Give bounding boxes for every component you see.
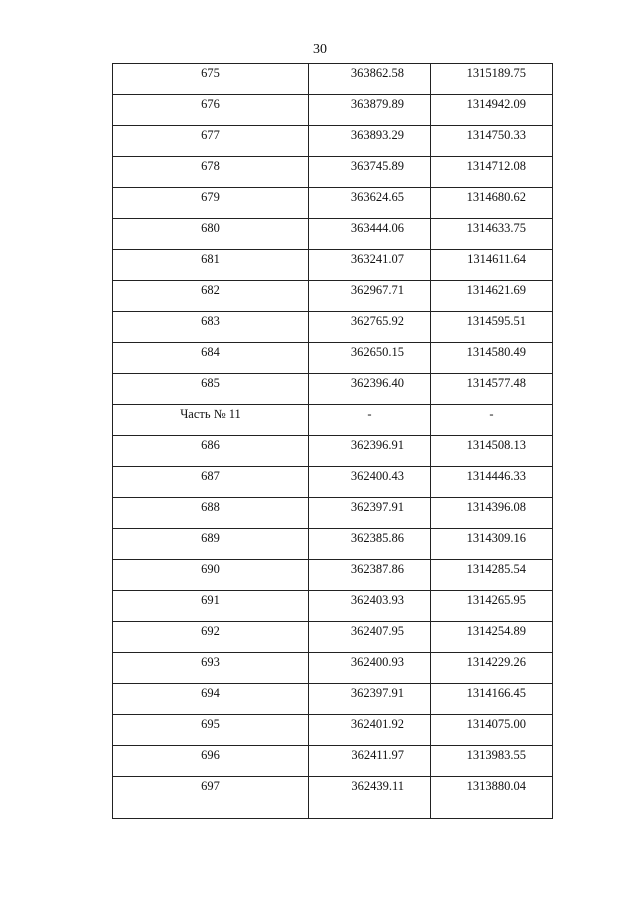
table-row <box>113 715 553 746</box>
table-row <box>113 498 553 529</box>
point-number-cell: 696 <box>113 746 309 777</box>
x-coordinate-cell: - <box>309 405 431 436</box>
y-coordinate-cell: 1314611.64 <box>431 250 553 281</box>
point-number-cell: 677 <box>113 126 309 157</box>
x-coordinate-cell: 362385.86 <box>309 529 431 560</box>
y-coordinate-cell: 1314942.09 <box>431 95 553 126</box>
table-row <box>113 312 553 343</box>
point-number-cell: 678 <box>113 157 309 188</box>
point-number-cell: 682 <box>113 281 309 312</box>
table-row <box>113 64 553 95</box>
x-coordinate-cell: 362439.11 <box>309 777 431 819</box>
point-number-cell: 684 <box>113 343 309 374</box>
table-row <box>113 622 553 653</box>
point-number-cell: 688 <box>113 498 309 529</box>
table-row <box>113 374 553 405</box>
y-coordinate-cell: 1314621.69 <box>431 281 553 312</box>
y-coordinate-cell: 1314750.33 <box>431 126 553 157</box>
x-coordinate-cell: 362397.91 <box>309 684 431 715</box>
x-coordinate-cell: 362967.71 <box>309 281 431 312</box>
point-number-cell: 686 <box>113 436 309 467</box>
table-row <box>113 529 553 560</box>
y-coordinate-cell: 1314680.62 <box>431 188 553 219</box>
table-row <box>113 405 553 436</box>
point-number-cell: 687 <box>113 467 309 498</box>
x-coordinate-cell: 363444.06 <box>309 219 431 250</box>
x-coordinate-cell: 362396.40 <box>309 374 431 405</box>
x-coordinate-cell: 363745.89 <box>309 157 431 188</box>
y-coordinate-cell: 1314712.08 <box>431 157 553 188</box>
x-coordinate-cell: 362411.97 <box>309 746 431 777</box>
y-coordinate-cell: - <box>431 405 553 436</box>
table-row <box>113 343 553 374</box>
point-number-cell: 676 <box>113 95 309 126</box>
table-row <box>113 281 553 312</box>
point-number-cell: 690 <box>113 560 309 591</box>
x-coordinate-cell: 363241.07 <box>309 250 431 281</box>
y-coordinate-cell: 1313880.04 <box>431 777 553 819</box>
table-row <box>113 746 553 777</box>
point-number-cell: 675 <box>113 64 309 95</box>
table-row <box>113 250 553 281</box>
point-number-cell: 680 <box>113 219 309 250</box>
x-coordinate-cell: 362407.95 <box>309 622 431 653</box>
y-coordinate-cell: 1314508.13 <box>431 436 553 467</box>
y-coordinate-cell: 1314595.51 <box>431 312 553 343</box>
table-row <box>113 591 553 622</box>
y-coordinate-cell: 1314580.49 <box>431 343 553 374</box>
x-coordinate-cell: 363879.89 <box>309 95 431 126</box>
x-coordinate-cell: 362650.15 <box>309 343 431 374</box>
x-coordinate-cell: 363624.65 <box>309 188 431 219</box>
point-number-cell: 679 <box>113 188 309 219</box>
point-number-cell: 689 <box>113 529 309 560</box>
x-coordinate-cell: 362387.86 <box>309 560 431 591</box>
point-number-cell: 692 <box>113 622 309 653</box>
x-coordinate-cell: 363862.58 <box>309 64 431 95</box>
y-coordinate-cell: 1313983.55 <box>431 746 553 777</box>
table-row <box>113 436 553 467</box>
coordinates-table-body <box>113 64 553 819</box>
y-coordinate-cell: 1314229.26 <box>431 653 553 684</box>
y-coordinate-cell: 1314577.48 <box>431 374 553 405</box>
table-row <box>113 684 553 715</box>
x-coordinate-cell: 362396.91 <box>309 436 431 467</box>
coordinates-table <box>112 63 553 819</box>
x-coordinate-cell: 362403.93 <box>309 591 431 622</box>
point-number-cell: 697 <box>113 777 309 819</box>
y-coordinate-cell: 1314633.75 <box>431 219 553 250</box>
point-number-cell: 693 <box>113 653 309 684</box>
y-coordinate-cell: 1315189.75 <box>431 64 553 95</box>
point-number-cell: 685 <box>113 374 309 405</box>
y-coordinate-cell: 1314285.54 <box>431 560 553 591</box>
table-row <box>113 467 553 498</box>
x-coordinate-cell: 362397.91 <box>309 498 431 529</box>
y-coordinate-cell: 1314309.16 <box>431 529 553 560</box>
y-coordinate-cell: 1314075.00 <box>431 715 553 746</box>
point-number-cell: 681 <box>113 250 309 281</box>
point-number-cell: Часть № 11 <box>113 405 309 436</box>
table-row <box>113 560 553 591</box>
x-coordinate-cell: 363893.29 <box>309 126 431 157</box>
y-coordinate-cell: 1314265.95 <box>431 591 553 622</box>
x-coordinate-cell: 362400.93 <box>309 653 431 684</box>
table-row <box>113 126 553 157</box>
table-row <box>113 777 553 819</box>
point-number-cell: 683 <box>113 312 309 343</box>
x-coordinate-cell: 362765.92 <box>309 312 431 343</box>
table-row <box>113 95 553 126</box>
x-coordinate-cell: 362401.92 <box>309 715 431 746</box>
point-number-cell: 694 <box>113 684 309 715</box>
point-number-cell: 695 <box>113 715 309 746</box>
point-number-cell: 691 <box>113 591 309 622</box>
table-row <box>113 653 553 684</box>
y-coordinate-cell: 1314446.33 <box>431 467 553 498</box>
y-coordinate-cell: 1314166.45 <box>431 684 553 715</box>
table-row <box>113 188 553 219</box>
table-row <box>113 219 553 250</box>
y-coordinate-cell: 1314396.08 <box>431 498 553 529</box>
table-row <box>113 157 553 188</box>
x-coordinate-cell: 362400.43 <box>309 467 431 498</box>
y-coordinate-cell: 1314254.89 <box>431 622 553 653</box>
page-number: 30 <box>313 42 327 57</box>
